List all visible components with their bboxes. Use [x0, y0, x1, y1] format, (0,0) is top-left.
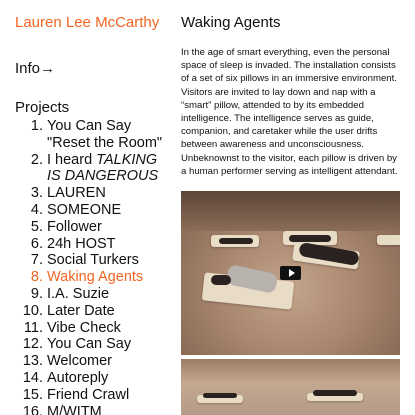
project-item[interactable]: 15. Friend Crawl	[15, 387, 165, 404]
video-player[interactable]	[181, 191, 400, 355]
project-item[interactable]: 6. 24h HOST	[15, 236, 165, 253]
play-icon[interactable]	[280, 266, 301, 280]
project-link[interactable]: You Can Say "Reset the Room"	[47, 118, 163, 151]
project-description: In the age of smart everything, even the personal space of sleep is invaded. The installation consists of a set of six pillows in an immersive environment. Visitors are invited to lay down and nap with a “smart” pillow, attended to by its embedded intelligence. The intelligence serves as guide, companion, and caretaker while the user drifts between awareness and unconsciousness. Unbeknownst to the visitor, each pillow is driven by a human performer serving as intelligent attendant.	[181, 47, 398, 177]
project-link[interactable]: I heard TALKING IS DANGEROUS	[47, 151, 159, 185]
sleeper-figure	[313, 390, 357, 396]
installation-photo	[181, 359, 400, 415]
project-item[interactable]: 2. I heard TALKING IS DANGEROUS	[15, 152, 165, 186]
project-item[interactable]: 4. SOMEONE	[15, 202, 165, 219]
project-item[interactable]: 14. Autoreply	[15, 370, 165, 387]
sleeper-figure	[289, 235, 331, 242]
sidebar	[15, 13, 165, 415]
page-title: Waking Agents	[181, 14, 281, 31]
pillow-image	[377, 235, 400, 245]
project-link[interactable]: Welcomer	[47, 353, 112, 370]
project-link[interactable]: Autoreply	[47, 369, 109, 386]
project-link[interactable]: Later Date	[47, 302, 115, 319]
project-link[interactable]: LAUREN	[47, 185, 106, 202]
project-link[interactable]: M/WITM	[47, 403, 102, 415]
sleeper-figure	[203, 393, 237, 398]
project-item[interactable]: 13. Welcomer	[15, 353, 165, 370]
info-link[interactable]: Info→	[15, 60, 56, 77]
project-item[interactable]: 12. You Can Say	[15, 336, 165, 353]
project-item[interactable]: 9. I.A. Suzie	[15, 286, 165, 303]
site-title-link[interactable]: Lauren Lee McCarthy	[15, 14, 160, 31]
project-item[interactable]: 16. M/WITM	[15, 404, 165, 415]
video-backdrop	[181, 191, 400, 231]
projects-list	[15, 118, 165, 415]
project-link[interactable]: Social Turkers	[47, 252, 139, 269]
project-link[interactable]: Vibe Check	[47, 319, 121, 336]
sleeper-figure	[211, 275, 231, 285]
project-item[interactable]: 7. Social Turkers	[15, 252, 165, 269]
project-item[interactable]: 1. You Can Say "Reset the Room"	[15, 118, 165, 152]
project-link[interactable]: 24h HOST	[47, 235, 116, 252]
project-item[interactable]: 3. LAUREN	[15, 185, 165, 202]
project-item[interactable]: 11. Vibe Check	[15, 320, 165, 337]
project-link[interactable]: SOMEONE	[47, 201, 122, 218]
project-item[interactable]: 10. Later Date	[15, 303, 165, 320]
projects-heading: Projects	[15, 99, 70, 116]
project-link[interactable]: I.A. Suzie	[47, 285, 110, 302]
project-link[interactable]: You Can Say	[47, 336, 132, 353]
project-link[interactable]: Follower	[47, 218, 102, 235]
project-link[interactable]: Waking Agents	[47, 269, 144, 286]
main-content	[181, 13, 401, 178]
project-item-active[interactable]: 8. Waking Agents	[15, 269, 165, 286]
sleeper-figure	[219, 238, 253, 244]
project-item[interactable]: 5. Follower	[15, 219, 165, 236]
project-link[interactable]: Friend Crawl	[47, 386, 130, 403]
